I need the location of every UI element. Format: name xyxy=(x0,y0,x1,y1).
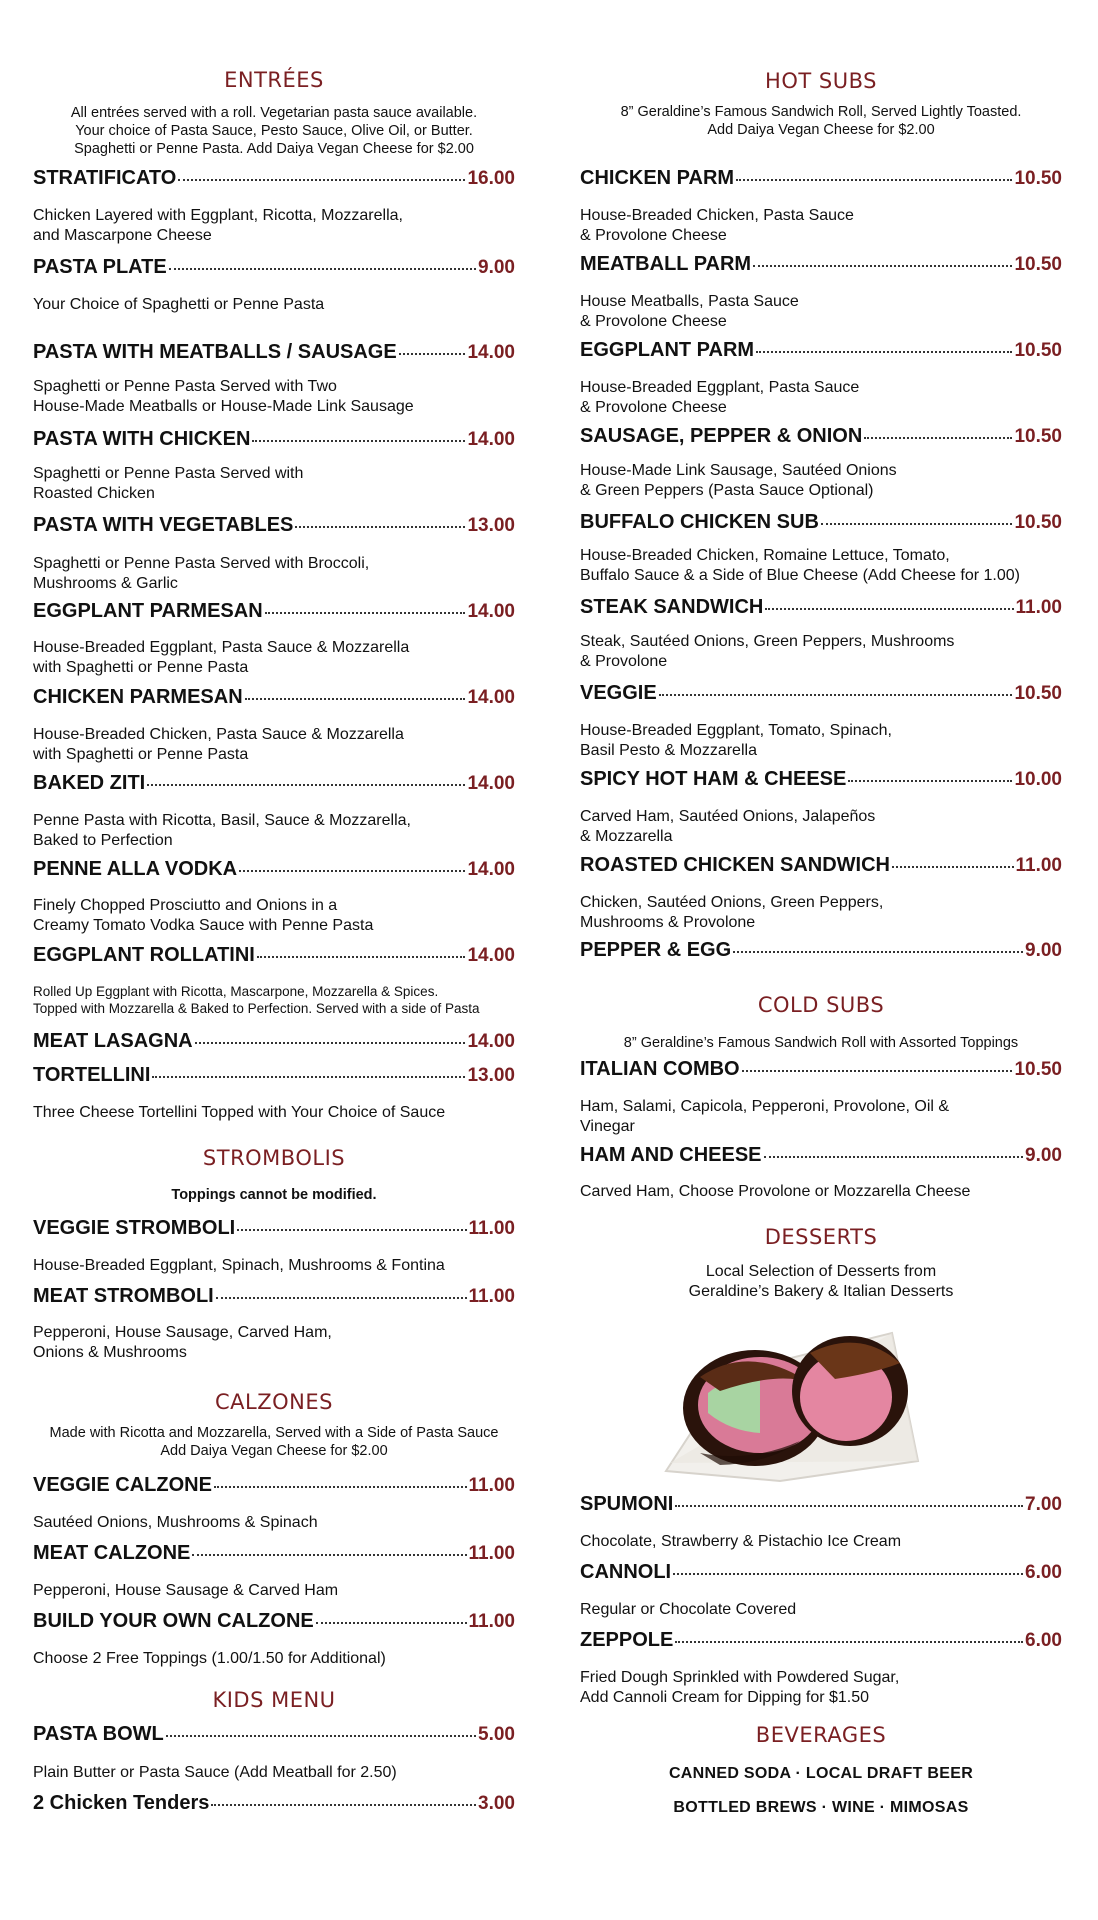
leader-dots xyxy=(756,351,1012,353)
item-description: House-Breaded Eggplant, Pasta Sauce & Provolone Cheese xyxy=(580,379,860,416)
item-name: MEAT CALZONE xyxy=(33,1542,191,1564)
strombolis-note: Toppings cannot be modified. xyxy=(171,1187,377,1203)
menu-item xyxy=(33,1474,515,1500)
item-price: 10.50 xyxy=(1014,340,1062,361)
leader-dots xyxy=(821,523,1013,525)
menu-item xyxy=(33,256,515,282)
item-description: Spaghetti or Penne Pasta Served with Broccoli, Mushrooms & Garlic xyxy=(33,555,370,592)
leader-dots xyxy=(765,608,1013,610)
leader-dots xyxy=(211,1804,476,1806)
item-name: VEGGIE xyxy=(580,682,657,704)
menu-item xyxy=(33,1792,515,1818)
item-description: Steak, Sautéed Onions, Green Peppers, Mushrooms & Provolone xyxy=(580,633,955,670)
menu-item xyxy=(580,1144,1062,1170)
menu-item xyxy=(580,425,1062,451)
leader-dots xyxy=(252,440,465,442)
item-name: VEGGIE CALZONE xyxy=(33,1474,212,1496)
item-price: 11.00 xyxy=(468,1611,515,1632)
menu-item xyxy=(33,428,515,454)
item-name: MEAT LASAGNA xyxy=(33,1030,193,1052)
item-description: House-Breaded Eggplant, Spinach, Mushrooms & Fontina xyxy=(33,1257,445,1274)
menu-item xyxy=(33,944,515,970)
item-description: Carved Ham, Sautéed Onions, Jalapeños & Mozzarella xyxy=(580,808,876,845)
item-name: ITALIAN COMBO xyxy=(580,1058,740,1080)
item-description: Finely Chopped Prosciutto and Onions in a Creamy Tomato Vodka Sauce with Penne Pasta xyxy=(33,897,374,934)
item-description: Chocolate, Strawberry & Pistachio Ice Cream xyxy=(580,1533,902,1550)
menu-item xyxy=(580,1058,1062,1084)
item-price: 3.00 xyxy=(478,1793,515,1814)
item-price: 16.00 xyxy=(467,168,515,189)
leader-dots xyxy=(753,265,1012,267)
menu-item xyxy=(580,253,1062,279)
item-description: House-Breaded Eggplant, Tomato, Spinach, Basil Pesto & Mozzarella xyxy=(580,722,892,759)
item-price: 10.50 xyxy=(1014,168,1062,189)
item-description: Chicken Layered with Eggplant, Ricotta, Mozzarella, and Mascarpone Cheese xyxy=(33,207,403,244)
leader-dots xyxy=(195,1042,466,1044)
leader-dots xyxy=(178,179,465,181)
leader-dots xyxy=(245,698,466,700)
leader-dots xyxy=(675,1505,1023,1507)
item-price: 10.00 xyxy=(1014,769,1062,790)
hot-subs-note: 8” Geraldine’s Famous Sandwich Roll, Served Lightly Toasted. Add Daiya Vegan Cheese for $2.00 xyxy=(620,104,1022,138)
leader-dots xyxy=(265,612,466,614)
item-price: 14.00 xyxy=(467,601,515,622)
leader-dots xyxy=(295,526,465,528)
menu-item xyxy=(33,1217,515,1243)
item-description: House Meatballs, Pasta Sauce & Provolone Cheese xyxy=(580,293,799,330)
item-description: House-Breaded Chicken, Romaine Lettuce, Tomato, Buffalo Sauce & a Side of Blue Cheese (Add Cheese for 1.00) xyxy=(580,547,1020,584)
menu-item xyxy=(580,1493,1062,1519)
item-description: Chicken, Sautéed Onions, Green Peppers, Mushrooms & Provolone xyxy=(580,894,884,931)
item-name: HAM AND CHEESE xyxy=(580,1144,762,1166)
item-description: Ham, Salami, Capicola, Pepperoni, Provolone, Oil & Vinegar xyxy=(580,1098,950,1135)
item-price: 13.00 xyxy=(467,1065,515,1086)
leader-dots xyxy=(152,1076,465,1078)
leader-dots xyxy=(257,956,466,958)
menu-item xyxy=(580,939,1062,965)
item-name: PASTA WITH MEATBALLS / SAUSAGE xyxy=(33,341,397,363)
strombolis-title: STROMBOLIS xyxy=(202,1146,346,1170)
hot-subs-title: HOT SUBS xyxy=(765,69,877,93)
item-name: SPICY HOT HAM & CHEESE xyxy=(580,768,847,790)
item-price: 14.00 xyxy=(467,342,515,363)
item-price: 11.00 xyxy=(468,1218,515,1239)
item-name: MEAT STROMBOLI xyxy=(33,1285,214,1307)
beverages-line-1: CANNED SODA · LOCAL DRAFT BEER xyxy=(668,1765,974,1782)
item-price: 14.00 xyxy=(467,773,515,794)
item-price: 9.00 xyxy=(478,257,515,278)
item-description: House-Breaded Chicken, Pasta Sauce & Provolone Cheese xyxy=(580,207,854,244)
item-price: 10.50 xyxy=(1014,254,1062,275)
item-price: 14.00 xyxy=(467,945,515,966)
item-description: Sautéed Onions, Mushrooms & Spinach xyxy=(33,1514,318,1531)
cold-subs-title: COLD SUBS xyxy=(757,993,885,1017)
leader-dots xyxy=(237,1229,466,1231)
item-price: 11.00 xyxy=(468,1475,515,1496)
menu-item xyxy=(33,772,515,798)
leader-dots xyxy=(316,1622,467,1624)
item-name: CHICKEN PARMESAN xyxy=(33,686,243,708)
item-price: 11.00 xyxy=(1015,855,1062,876)
menu-item xyxy=(33,1285,515,1311)
menu-item xyxy=(580,768,1062,794)
menu-item xyxy=(33,341,515,367)
menu-item xyxy=(33,686,515,712)
item-description: Plain Butter or Pasta Sauce (Add Meatball for 2.50) xyxy=(33,1764,397,1781)
item-description: Fried Dough Sprinkled with Powdered Sugar, Add Cannoli Cream for Dipping for $1.50 xyxy=(580,1669,900,1706)
beverages-title: BEVERAGES xyxy=(755,1723,887,1747)
item-price: 11.00 xyxy=(468,1543,515,1564)
leader-dots xyxy=(736,179,1012,181)
leader-dots xyxy=(147,784,465,786)
item-name: EGGPLANT ROLLATINI xyxy=(33,944,255,966)
entrees-title: ENTRÉES xyxy=(224,68,324,92)
item-description: Spaghetti or Penne Pasta Served with Two House-Made Meatballs or House-Made Link Sausage xyxy=(33,378,414,415)
leader-dots xyxy=(733,951,1023,953)
item-price: 10.50 xyxy=(1014,512,1062,533)
menu-item xyxy=(33,1723,515,1749)
leader-dots xyxy=(214,1486,467,1488)
leader-dots xyxy=(764,1156,1024,1158)
leader-dots xyxy=(673,1573,1023,1575)
menu-item xyxy=(33,600,515,626)
kids-menu-title: KIDS MENU xyxy=(212,1688,336,1712)
desserts-note: Local Selection of Desserts from Geraldine’s Bakery & Italian Desserts xyxy=(688,1263,954,1300)
item-description: Carved Ham, Choose Provolone or Mozzarella Cheese xyxy=(580,1183,971,1200)
menu-item xyxy=(580,511,1062,537)
item-price: 6.00 xyxy=(1025,1630,1062,1651)
item-name: 2 Chicken Tenders xyxy=(33,1792,210,1814)
item-description: Pepperoni, House Sausage & Carved Ham xyxy=(33,1582,339,1599)
leader-dots xyxy=(659,694,1013,696)
item-description: House-Breaded Chicken, Pasta Sauce & Mozzarella with Spaghetti or Penne Pasta xyxy=(33,726,404,763)
item-name: PASTA WITH VEGETABLES xyxy=(33,514,294,536)
item-description: House-Breaded Eggplant, Pasta Sauce & Mozzarella with Spaghetti or Penne Pasta xyxy=(33,639,410,676)
item-description: Pepperoni, House Sausage, Carved Ham, Onions & Mushrooms xyxy=(33,1324,332,1361)
menu-item xyxy=(33,1030,515,1056)
item-price: 9.00 xyxy=(1025,1145,1062,1166)
leader-dots xyxy=(192,1554,466,1556)
item-name: PASTA WITH CHICKEN xyxy=(33,428,251,450)
item-name: PASTA PLATE xyxy=(33,256,167,278)
cold-subs-note: 8” Geraldine’s Famous Sandwich Roll with Assorted Toppings xyxy=(623,1035,1019,1051)
beverages-line-2: BOTTLED BREWS · WINE · MIMOSAS xyxy=(673,1799,969,1816)
leader-dots xyxy=(675,1641,1023,1643)
calzones-note: Made with Ricotta and Mozzarella, Served with a Side of Pasta Sauce Add Daiya Vegan Cheese for $2.00 xyxy=(49,1425,499,1459)
leader-dots xyxy=(864,437,1012,439)
menu-item xyxy=(580,339,1062,365)
item-price: 14.00 xyxy=(467,859,515,880)
item-price: 13.00 xyxy=(467,515,515,536)
item-name: SAUSAGE, PEPPER & ONION xyxy=(580,425,863,447)
item-price: 6.00 xyxy=(1025,1562,1062,1583)
item-name: BUILD YOUR OWN CALZONE xyxy=(33,1610,314,1632)
leader-dots xyxy=(848,780,1012,782)
item-description: Penne Pasta with Ricotta, Basil, Sauce & Mozzarella, Baked to Perfection xyxy=(33,812,411,849)
item-name: PASTA BOWL xyxy=(33,1723,164,1745)
item-price: 10.50 xyxy=(1014,1059,1062,1080)
menu-item xyxy=(580,1561,1062,1587)
item-price: 11.00 xyxy=(1015,597,1062,618)
item-name: ROASTED CHICKEN SANDWICH xyxy=(580,854,890,876)
item-description: Three Cheese Tortellini Topped with Your Choice of Sauce xyxy=(33,1104,446,1121)
leader-dots xyxy=(216,1297,467,1299)
leader-dots xyxy=(399,353,466,355)
spumoni-photo xyxy=(660,1313,925,1483)
item-name: ZEPPOLE xyxy=(580,1629,674,1651)
leader-dots xyxy=(892,866,1014,868)
menu-item xyxy=(33,1542,515,1568)
menu-item xyxy=(33,1064,515,1090)
item-name: STRATIFICATO xyxy=(33,167,177,189)
item-price: 10.50 xyxy=(1014,683,1062,704)
item-name: SPUMONI xyxy=(580,1493,674,1515)
menu-item xyxy=(580,1629,1062,1655)
leader-dots xyxy=(166,1735,476,1737)
item-price: 5.00 xyxy=(478,1724,515,1745)
item-name: CHICKEN PARM xyxy=(580,167,735,189)
menu-item xyxy=(33,514,515,540)
leader-dots xyxy=(742,1070,1013,1072)
leader-dots xyxy=(239,870,465,872)
entrees-note: All entrées served with a roll. Vegetarian pasta sauce available. Your choice of Pasta Sauce, Pesto Sauce, Olive Oil, or Butter. Spaghetti or Penne Pasta. Add Daiya Vegan Cheese for $2.00 xyxy=(70,105,478,157)
item-price: 14.00 xyxy=(467,429,515,450)
item-description: Choose 2 Free Toppings (1.00/1.50 for Additional) xyxy=(33,1650,386,1667)
item-name: CANNOLI xyxy=(580,1561,672,1583)
leader-dots xyxy=(169,268,476,270)
menu-item xyxy=(33,1610,515,1636)
item-name: BAKED ZITI xyxy=(33,772,146,794)
item-price: 14.00 xyxy=(467,1031,515,1052)
item-name: TORTELLINI xyxy=(33,1064,151,1086)
item-price: 9.00 xyxy=(1025,940,1062,961)
item-description: Spaghetti or Penne Pasta Served with Roasted Chicken xyxy=(33,465,304,502)
item-name: EGGPLANT PARMESAN xyxy=(33,600,263,622)
item-name: MEATBALL PARM xyxy=(580,253,752,275)
item-name: STEAK SANDWICH xyxy=(580,596,764,618)
menu-item xyxy=(580,596,1062,622)
item-name: BUFFALO CHICKEN SUB xyxy=(580,511,819,533)
menu-item xyxy=(33,858,515,884)
item-name: PEPPER & EGG xyxy=(580,939,732,961)
menu-item xyxy=(580,167,1062,193)
item-description: Regular or Chocolate Covered xyxy=(580,1601,797,1618)
item-description: Rolled Up Eggplant with Ricotta, Mascarpone, Mozzarella & Spices. Topped with Mozzarella & Baked to Perfection. Served with a side of Pasta xyxy=(33,984,480,1016)
item-price: 7.00 xyxy=(1025,1494,1062,1515)
item-name: VEGGIE STROMBOLI xyxy=(33,1217,236,1239)
item-name: EGGPLANT PARM xyxy=(580,339,755,361)
desserts-title: DESSERTS xyxy=(764,1225,878,1249)
item-name: PENNE ALLA VODKA xyxy=(33,858,238,880)
calzones-title: CALZONES xyxy=(215,1390,333,1414)
menu-item xyxy=(580,682,1062,708)
item-description: Your Choice of Spaghetti or Penne Pasta xyxy=(33,296,325,313)
item-price: 11.00 xyxy=(468,1286,515,1307)
item-description: House-Made Link Sausage, Sautéed Onions & Green Peppers (Pasta Sauce Optional) xyxy=(580,462,897,499)
menu-item xyxy=(580,854,1062,880)
item-price: 10.50 xyxy=(1014,426,1062,447)
item-price: 14.00 xyxy=(467,687,515,708)
menu-item xyxy=(33,167,515,193)
